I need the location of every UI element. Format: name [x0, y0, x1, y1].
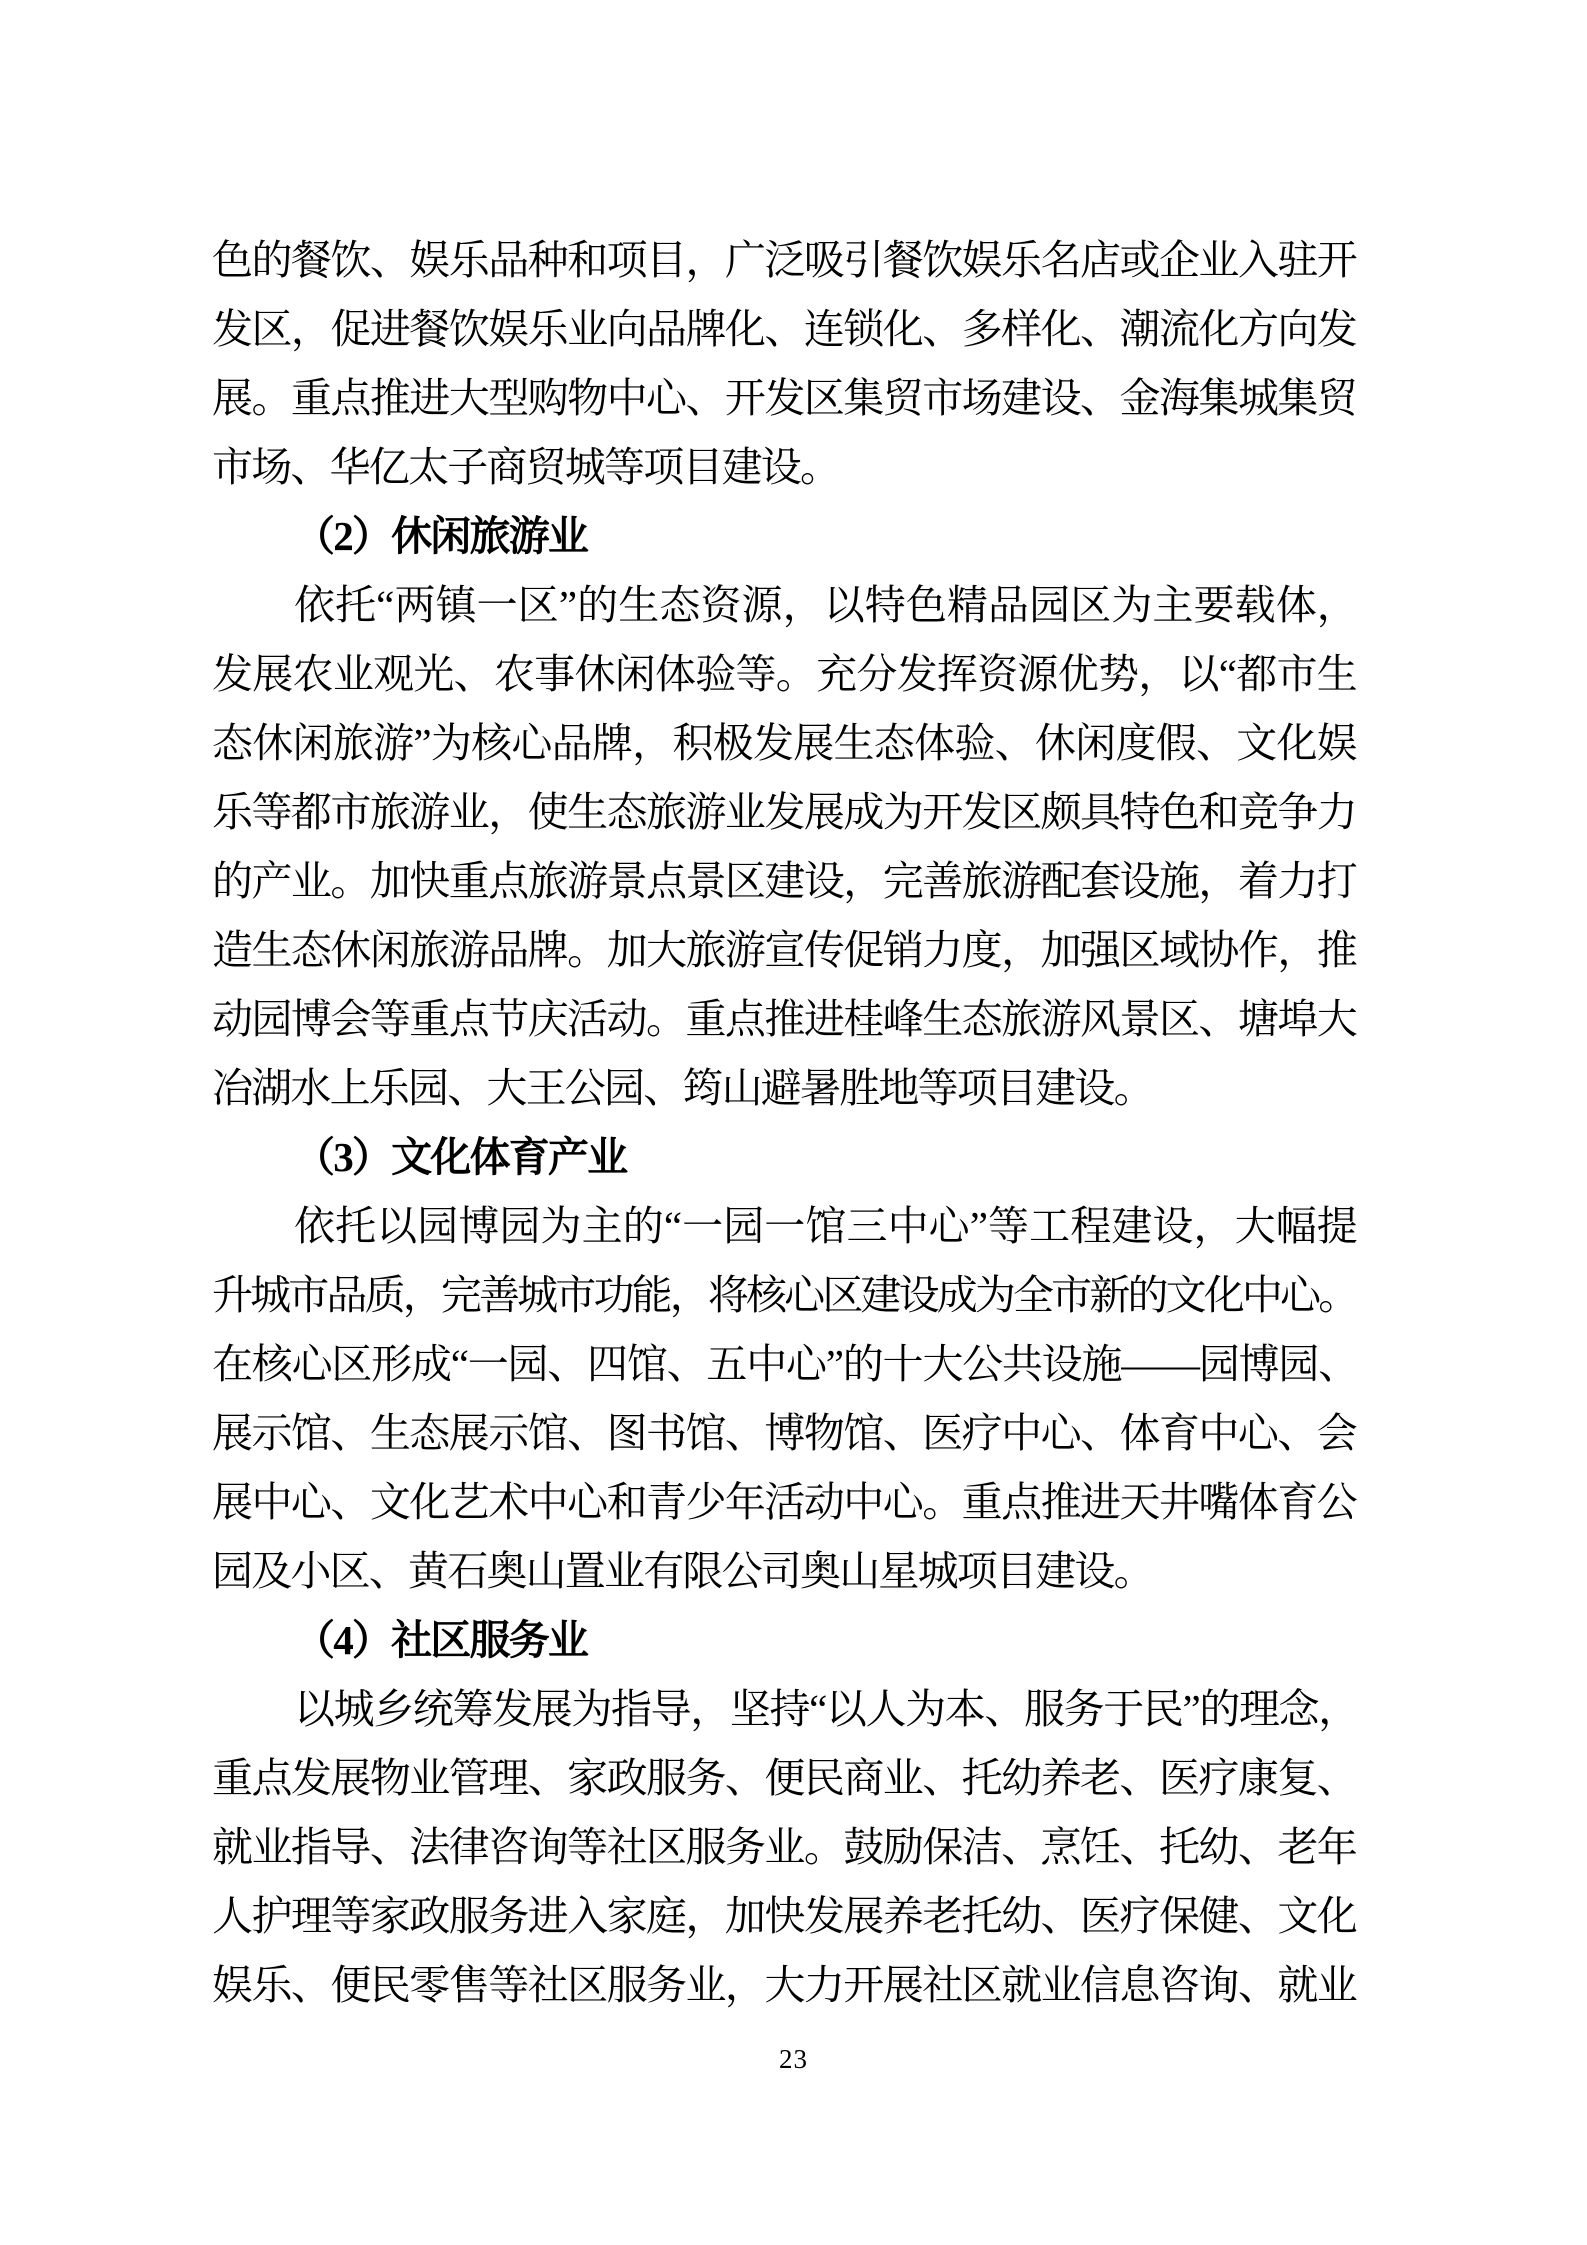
section-heading: （3）文化体育产业: [294, 1134, 627, 1180]
text-line: 的产业。加快重点旅游景点景区建设，完善旅游配套设施，着力打: [212, 858, 1356, 904]
text-line: 园及小区、黄石奥山置业有限公司奥山星城项目建设。: [212, 1548, 1153, 1594]
text-line: 娱乐、便民零售等社区服务业，大力开展社区就业信息咨询、就业: [212, 1962, 1356, 2008]
section-heading: （2）休闲旅游业: [294, 513, 588, 559]
text-line: 色的餐饮、娱乐品种和项目，广泛吸引餐饮娱乐名店或企业入驻开: [212, 237, 1356, 283]
text-line: 重点发展物业管理、家政服务、便民商业、托幼养老、医疗康复、: [212, 1755, 1356, 1801]
text-line: 造生态休闲旅游品牌。加大旅游宣传促销力度，加强区域协作，推: [212, 927, 1356, 973]
text-line: 以城乡统筹发展为指导，坚持“以人为本、服务于民”的理念，: [294, 1686, 1356, 1732]
text-line: 展中心、文化艺术中心和青少年活动中心。重点推进天井嘴体育公: [212, 1479, 1356, 1525]
text-line: 依托以园博园为主的“一园一馆三中心”等工程建设，大幅提: [294, 1203, 1356, 1249]
page-number: 23: [779, 2044, 808, 2074]
text-line: 就业指导、法律咨询等社区服务业。鼓励保洁、烹饪、托幼、老年: [212, 1824, 1356, 1870]
text-line: 在核心区形成“一园、四馆、五中心”的十大公共设施——园博园、: [212, 1341, 1356, 1387]
text-line: 态休闲旅游”为核心品牌，积极发展生态体验、休闲度假、文化娱: [212, 720, 1356, 766]
text-line: 展示馆、生态展示馆、图书馆、博物馆、医疗中心、体育中心、会: [212, 1410, 1356, 1456]
text-line: 冶湖水上乐园、大王公园、筠山避暑胜地等项目建设。: [212, 1065, 1153, 1111]
text-block: [212, 226, 1356, 2020]
text-line: 人护理等家政服务进入家庭，加快发展养老托幼、医疗保健、文化: [212, 1893, 1356, 1939]
text-line: 升城市品质，完善城市功能，将核心区建设成为全市新的文化中心。: [212, 1272, 1356, 1318]
text-line: 依托“两镇一区”的生态资源，以特色精品园区为主要载体，: [294, 582, 1356, 628]
text-line: 展。重点推进大型购物中心、开发区集贸市场建设、金海集城集贸: [212, 375, 1356, 421]
text-line: 发展农业观光、农事休闲体验等。充分发挥资源优势，以“都市生: [212, 651, 1356, 697]
text-line: 动园博会等重点节庆活动。重点推进桂峰生态旅游风景区、塘埠大: [212, 996, 1356, 1042]
text-line: 乐等都市旅游业，使生态旅游业发展成为开发区颇具特色和竞争力: [212, 789, 1356, 835]
text-line: 发区，促进餐饮娱乐业向品牌化、连锁化、多样化、潮流化方向发: [212, 306, 1356, 352]
section-heading: （4）社区服务业: [294, 1617, 588, 1663]
text-line: 市场、华亿太子商贸城等项目建设。: [212, 444, 840, 490]
